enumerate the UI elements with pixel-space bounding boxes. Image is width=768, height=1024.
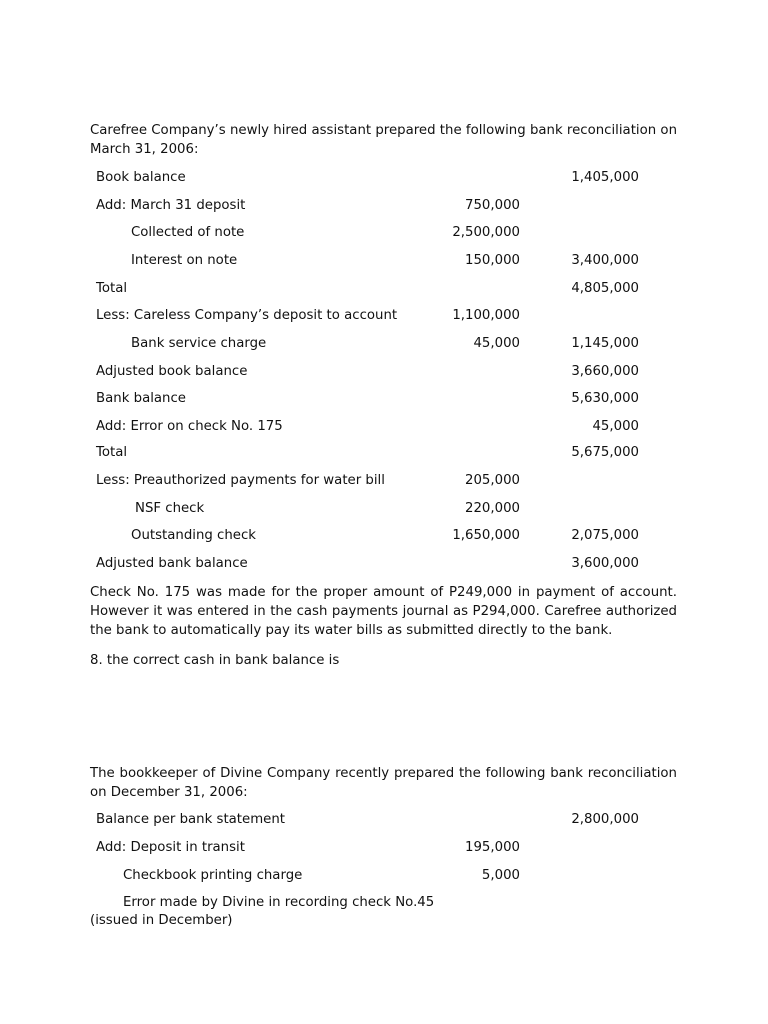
row-amount-col2: 3,600,000: [571, 556, 639, 571]
row-amount-col2: 4,805,000: [571, 281, 639, 296]
row-amount-col2: 2,800,000: [571, 812, 639, 827]
row-amount-col2: 3,400,000: [571, 253, 639, 268]
row-amount-col2: 5,630,000: [571, 391, 639, 406]
row-amount-col1: 45,000: [473, 336, 520, 351]
row-label-line2: (issued in December): [90, 913, 233, 928]
table-row: [0, 471, 768, 491]
table-row: [0, 838, 768, 858]
row-label: Total: [96, 281, 128, 296]
row-amount-col1: 5,000: [481, 868, 520, 883]
row-label: Add: March 31 deposit: [96, 198, 246, 213]
table-row: [0, 279, 768, 299]
table-row: [0, 417, 768, 437]
row-amount-col1: 2,500,000: [452, 225, 520, 240]
row-amount-col2: 45,000: [592, 419, 639, 434]
row-label: Collected of note: [131, 225, 245, 240]
row-amount-col1: 195,000: [465, 840, 520, 855]
row-label: Add: Error on check No. 175: [96, 419, 283, 434]
row-label: Adjusted book balance: [96, 364, 248, 379]
row-label: Less: Careless Company’s deposit to account: [96, 308, 398, 323]
row-label: Total: [96, 445, 128, 460]
row-amount-col1: 150,000: [465, 253, 520, 268]
row-amount-col1: 205,000: [465, 473, 520, 488]
row-label: Bank balance: [96, 391, 186, 406]
row-label: Adjusted bank balance: [96, 556, 248, 571]
table-row: [0, 168, 768, 188]
table-row: [0, 554, 768, 574]
table-row: [0, 306, 768, 326]
row-label: Less: Preauthorized payments for water bill: [96, 473, 385, 488]
row-label: Outstanding check: [131, 528, 256, 543]
row-amount-col2: 3,660,000: [571, 364, 639, 379]
row-amount-col1: 1,650,000: [452, 528, 520, 543]
row-label: Checkbook printing charge: [123, 868, 303, 883]
table-row: [0, 196, 768, 216]
row-amount-col2: 2,075,000: [571, 528, 639, 543]
table-row: [0, 251, 768, 271]
row-label: Balance per bank statement: [96, 812, 285, 827]
table-row: [90, 894, 435, 930]
table-row: [0, 334, 768, 354]
row-label-line1: Error made by Divine in recording check No.45: [123, 895, 435, 910]
table-row: [0, 389, 768, 409]
table-row: [0, 526, 768, 546]
problem1-intro: Carefree Company’s newly hired assistant prepared the following bank reconciliation on March 31, 2006:: [90, 123, 677, 157]
problem1-question: 8. the correct cash in bank balance is: [90, 653, 340, 668]
row-amount-col1: 750,000: [465, 198, 520, 213]
table-row: [0, 810, 768, 830]
row-amount-col2: 1,405,000: [571, 170, 639, 185]
problem1-note: Check No. 175 was made for the proper amount of P249,000 in payment of account. However it was entered in the cash payments journal as P294,000. Carefree authorized the bank to automatically pay its water bills as submitted directly to the bank.: [90, 585, 677, 638]
row-label: NSF check: [135, 501, 205, 516]
row-amount-col1: 1,100,000: [452, 308, 520, 323]
row-amount-col1: 220,000: [465, 501, 520, 516]
row-amount-col2: 1,145,000: [571, 336, 639, 351]
row-label: Add: Deposit in transit: [96, 840, 245, 855]
table-row: [0, 362, 768, 382]
row-amount-col2: 5,675,000: [571, 445, 639, 460]
row-label: Interest on note: [131, 253, 238, 268]
problem2-intro: The bookkeeper of Divine Company recently prepared the following bank reconciliation on December 31, 2006:: [90, 766, 677, 800]
table-row: [0, 499, 768, 519]
table-row: [0, 866, 768, 886]
table-row: [0, 443, 768, 463]
row-label: Book balance: [96, 170, 186, 185]
row-label: Bank service charge: [131, 336, 267, 351]
table-row: [0, 223, 768, 243]
